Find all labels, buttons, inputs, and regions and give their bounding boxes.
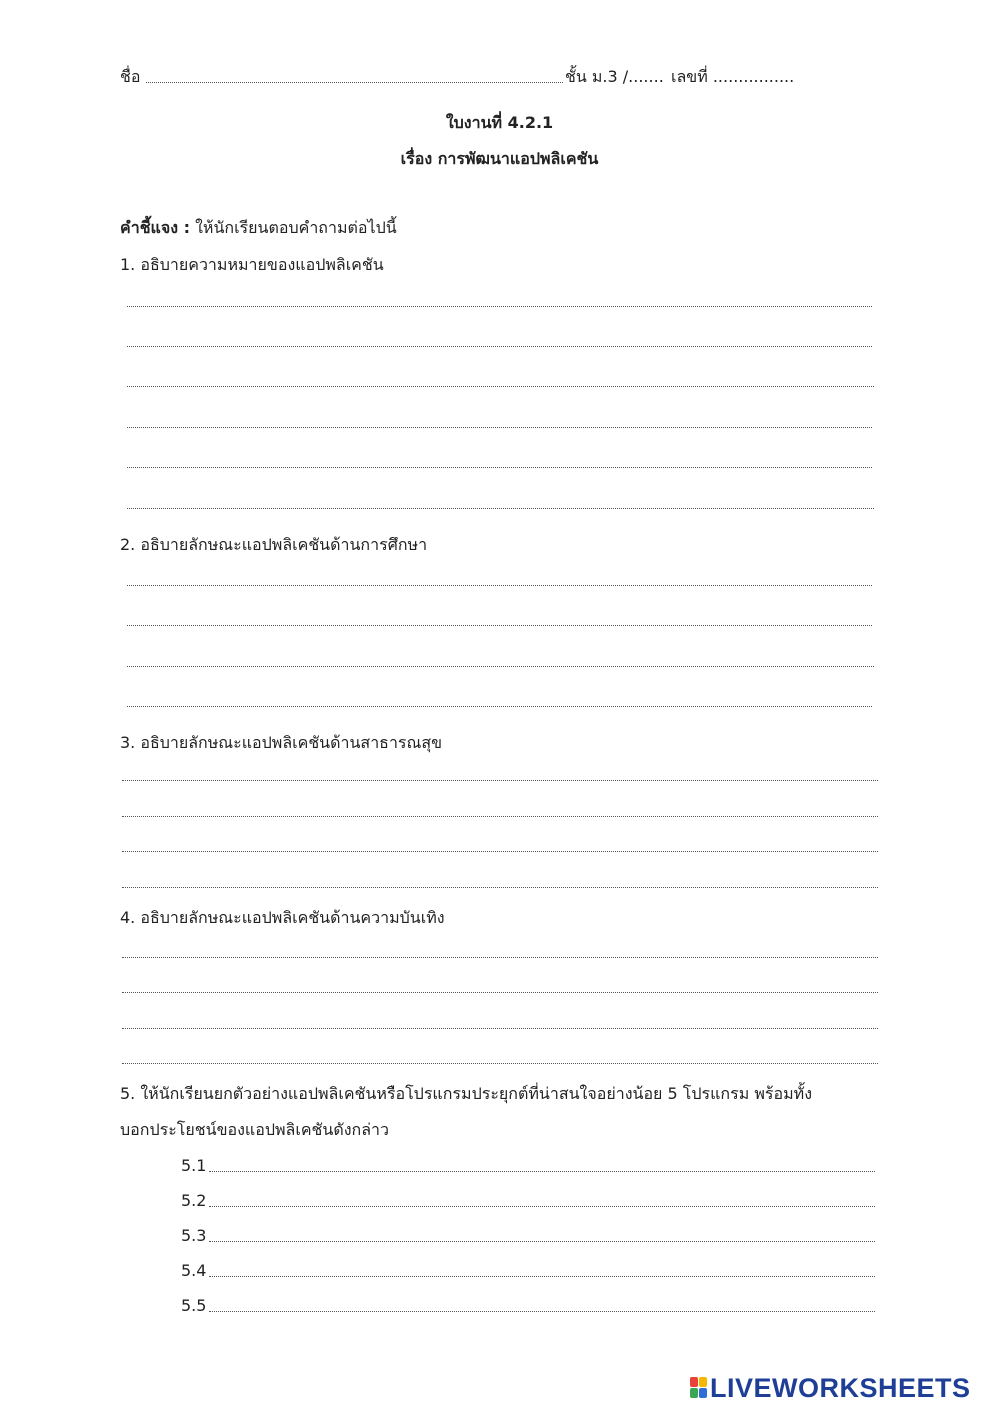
sub-item-5-3 xyxy=(181,1225,875,1247)
name-field[interactable] xyxy=(146,82,563,83)
question-5-line2: บอกประโยชน์ของแอปพลิเคชันดังกล่าว xyxy=(120,1120,389,1139)
sub-item-label: 5.1 xyxy=(181,1156,207,1175)
sub-item-label: 5.3 xyxy=(181,1226,207,1245)
question-2: 2. อธิบายลักษณะแอปพลิเคชันด้านการศึกษา xyxy=(120,535,428,554)
answer-line[interactable] xyxy=(209,1206,875,1207)
answer-line[interactable] xyxy=(122,780,878,781)
sub-item-5-5 xyxy=(181,1295,875,1317)
answer-line[interactable] xyxy=(209,1311,875,1312)
instructions-text: ให้นักเรียนตอบคำถามต่อไปนี้ xyxy=(190,218,397,237)
answer-line[interactable] xyxy=(127,306,872,307)
answer-line[interactable] xyxy=(209,1241,875,1242)
sub-item-5-2 xyxy=(181,1190,875,1212)
instructions xyxy=(120,217,397,239)
question-4: 4. อธิบายลักษณะแอปพลิเคชันด้านความบันเทิง xyxy=(120,908,445,927)
answer-line[interactable] xyxy=(127,666,874,667)
sub-item-5-1 xyxy=(181,1155,875,1177)
answer-line[interactable] xyxy=(122,851,878,852)
answer-line[interactable] xyxy=(127,585,872,586)
question-1: 1. อธิบายความหมายของแอปพลิเคชัน xyxy=(120,255,384,274)
answer-line[interactable] xyxy=(127,427,872,428)
liveworksheets-wordmark: LIVEWORKSHEETS xyxy=(710,1373,971,1403)
class-label: ชั้น ม.3 /....... xyxy=(565,67,664,86)
question-5-line1: 5. ให้นักเรียนยกตัวอย่างแอปพลิเคชันหรือโปรแกรมประยุกต์ที่น่าสนใจอย่างน้อย 5 โปรแกรม พร้อมทั้ง xyxy=(120,1084,812,1103)
answer-line[interactable] xyxy=(209,1171,875,1172)
answer-line[interactable] xyxy=(209,1276,875,1277)
answer-line[interactable] xyxy=(127,467,872,468)
student-number-label: เลขที่ ................ xyxy=(671,67,795,86)
question-3: 3. อธิบายลักษณะแอปพลิเคชันด้านสาธารณสุข xyxy=(120,733,443,752)
sub-item-label: 5.4 xyxy=(181,1261,207,1280)
answer-line[interactable] xyxy=(127,706,872,707)
answer-line[interactable] xyxy=(122,887,878,888)
answer-line[interactable] xyxy=(127,346,872,347)
answer-line[interactable] xyxy=(127,508,874,509)
liveworksheets-mark-icon xyxy=(690,1377,708,1399)
answer-line[interactable] xyxy=(127,625,872,626)
sub-item-5-4 xyxy=(181,1260,875,1282)
answer-line[interactable] xyxy=(122,1028,878,1029)
answer-line[interactable] xyxy=(122,1063,878,1064)
answer-line[interactable] xyxy=(127,386,874,387)
instructions-label: คำชี้แจง : xyxy=(120,218,191,237)
worksheet-topic-title: เรื่อง การพัฒนาแอปพลิเคชัน xyxy=(400,149,599,168)
sub-item-label: 5.5 xyxy=(181,1296,207,1315)
worksheet-number-title: ใบงานที่ 4.2.1 xyxy=(445,113,554,132)
answer-line[interactable] xyxy=(122,957,878,958)
sub-item-label: 5.2 xyxy=(181,1191,207,1210)
answer-line[interactable] xyxy=(122,992,878,993)
name-label: ชื่อ xyxy=(120,67,141,86)
answer-line[interactable] xyxy=(122,816,878,817)
